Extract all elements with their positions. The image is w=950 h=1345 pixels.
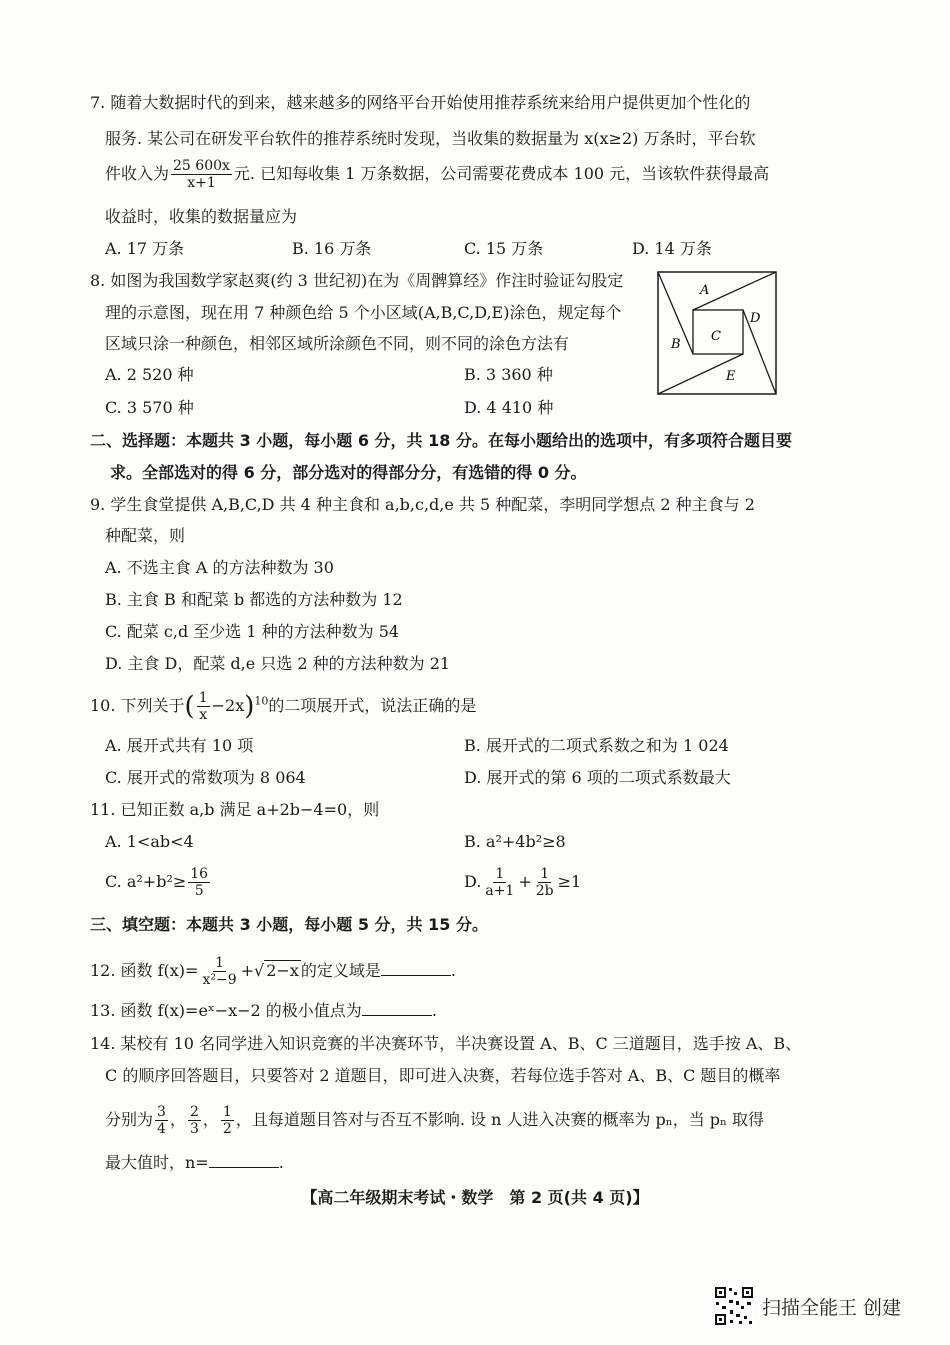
q7-line3: 件收入为 $\frac{25 600x}{x+1}$ 元. 已知每收集 1 万条数据，公司需要花费成本 100 元，当该软件获得最高: [105, 158, 770, 191]
section2-heading: 二、选择题：本题共 3 小题，每小题 6 分，共 18 分。在每小题给出的选项中，有多项符合题目要: [90, 431, 792, 450]
q7-option-b: B. 16 万条: [292, 239, 372, 258]
q8-option-d: D. 4 410 种: [464, 398, 554, 417]
q8-option-a: A. 2 520 种: [105, 365, 194, 384]
page-footer: 【高二年级期末考试・数学 第 2 页(共 4 页)】: [301, 1188, 649, 1207]
q14-line1: 14. 某校有 10 名同学进入知识竞赛的半决赛环节，半决赛设置 A、B、C 三道题目，选手按 A、B、: [90, 1034, 802, 1053]
q7-line2: 服务. 某公司在研发平台软件的推荐系统时发现，当收集的数据量为 x(x≥2) 万条时，平台软: [105, 129, 756, 148]
q8-option-b: B. 3 360 种: [464, 365, 553, 384]
region-label-e: E: [726, 369, 736, 384]
q14-line2: C 的顺序回答题目，只要答对 2 道题目，即可进入决赛，若每位选手答对 A、B、C 题目的概率: [105, 1066, 781, 1085]
q7-line4: 收益时，收集的数据量应为: [105, 207, 298, 226]
q7-option-d: D. 14 万条: [632, 239, 712, 258]
region-label-d: D: [750, 311, 761, 326]
q10-option-d: D. 展开式的第 6 项的二项式系数最大: [464, 768, 731, 787]
q12-answer-blank[interactable]: [381, 961, 451, 976]
region-label-b: B: [671, 337, 681, 352]
q11-d-fraction1: $\frac{1}{a+1}$: [485, 866, 515, 899]
q11-option-b: B. a²+4b²≥8: [464, 832, 566, 851]
q14-line3: 分别为 $\frac{3}{4}$ ， $\frac{2}{3}$ ， $\frac{1}{2}$ ，且每道题目答对与否互不影响. 设 n 人进入决赛的概率为 pₙ，当 pₙ 取得: [105, 1104, 765, 1137]
q10-stem: 10. 下列关于( $\frac{1}{x}$ −2x)$^{10}$的二项展开式，说法正确的是: [90, 690, 477, 723]
q8-line3: 区域只涂一种颜色，相邻区域所涂颜色不同，则不同的涂色方法有: [105, 334, 570, 353]
q7-option-c: C. 15 万条: [464, 239, 544, 258]
section3-heading: 三、填空题：本题共 3 小题，每小题 5 分，共 15 分。: [90, 915, 488, 934]
q14-line4: 最大值时，n= .: [105, 1153, 284, 1172]
q7-option-a: A. 17 万条: [105, 239, 185, 258]
q9-option-c: C. 配菜 c,d 至少选 1 种的方法种数为 54: [105, 622, 400, 641]
q8-line1: 8. 如图为我国数学家赵爽(约 3 世纪初)在为《周髀算经》作注时验证勾股定: [90, 271, 624, 290]
q12-sqrt: 2−x: [266, 961, 299, 980]
q13-answer-blank[interactable]: [362, 1001, 432, 1016]
q12-fraction: $\frac{1}{\text{x²−9}}$: [202, 955, 237, 988]
q14-answer-blank[interactable]: [209, 1153, 279, 1168]
q11-option-d: D. $\frac{1}{a+1}$ + $\frac{1}{2b}$ ≥1: [464, 866, 582, 899]
zhao-shuang-diagram: [656, 270, 778, 396]
q14-fraction1: $\frac{3}{4}$: [157, 1104, 166, 1137]
q10-option-c: C. 展开式的常数项为 8 064: [105, 768, 306, 787]
section2-heading-cont: 求。全部选对的得 6 分，部分选对的得部分分，有选错的得 0 分。: [110, 463, 587, 482]
watermark-text: 扫描全能王 创建: [762, 1296, 902, 1319]
q11-d-fraction2: $\frac{1}{2b}$: [535, 866, 554, 899]
q10-fraction: $\frac{1}{x}$: [198, 690, 208, 723]
q11-c-fraction: $\frac{16}{5}$: [190, 866, 209, 899]
region-label-c: C: [711, 329, 721, 344]
q9-line2: 种配菜，则: [105, 526, 186, 545]
q9-line1: 9. 学生食堂提供 A,B,C,D 共 4 种主食和 a,b,c,d,e 共 5 种配菜，李明同学想点 2 种主食与 2: [90, 495, 755, 514]
q10-option-a: A. 展开式共有 10 项: [105, 736, 254, 755]
q7-fraction: $\frac{25 600x}{x+1}$: [173, 158, 230, 191]
q13-stem: 13. 函数 f(x)=eˣ−x−2 的极小值点为 .: [90, 1001, 437, 1020]
q7-line1: 7. 随着大数据时代的到来，越来越多的网络平台开始使用推荐系统来给用户提供更加个性化的: [90, 93, 751, 112]
q8-option-c: C. 3 570 种: [105, 398, 194, 417]
q9-option-d: D. 主食 D，配菜 d,e 只选 2 种的方法种数为 21: [105, 654, 451, 673]
q14-fraction3: $\frac{1}{2}$: [222, 1104, 232, 1137]
q14-fraction2: $\frac{2}{3}$: [189, 1104, 199, 1137]
q11-stem: 11. 已知正数 a,b 满足 a+2b−4=0，则: [90, 800, 380, 819]
q10-option-b: B. 展开式的二项式系数之和为 1 024: [464, 736, 729, 755]
q11-option-a: A. 1<ab<4: [105, 832, 194, 851]
q11-option-c: C. a²+b²≥ $\frac{16}{5}$: [105, 866, 209, 899]
region-label-a: A: [700, 283, 710, 298]
qr-code-icon: [714, 1286, 754, 1326]
q9-option-b: B. 主食 B 和配菜 b 都选的方法种数为 12: [105, 590, 403, 609]
q12-stem: 12. 函数 f(x)= $\frac{1}{\text{x²−9}}$ +√ 2−x 的定义域是 .: [90, 955, 456, 988]
q9-option-a: A. 不选主食 A 的方法种数为 30: [105, 558, 334, 577]
q8-line2: 理的示意图，现在用 7 种颜色给 5 个小区域(A,B,C,D,E)涂色，规定每个: [105, 303, 622, 322]
scanner-watermark: [714, 1286, 901, 1326]
